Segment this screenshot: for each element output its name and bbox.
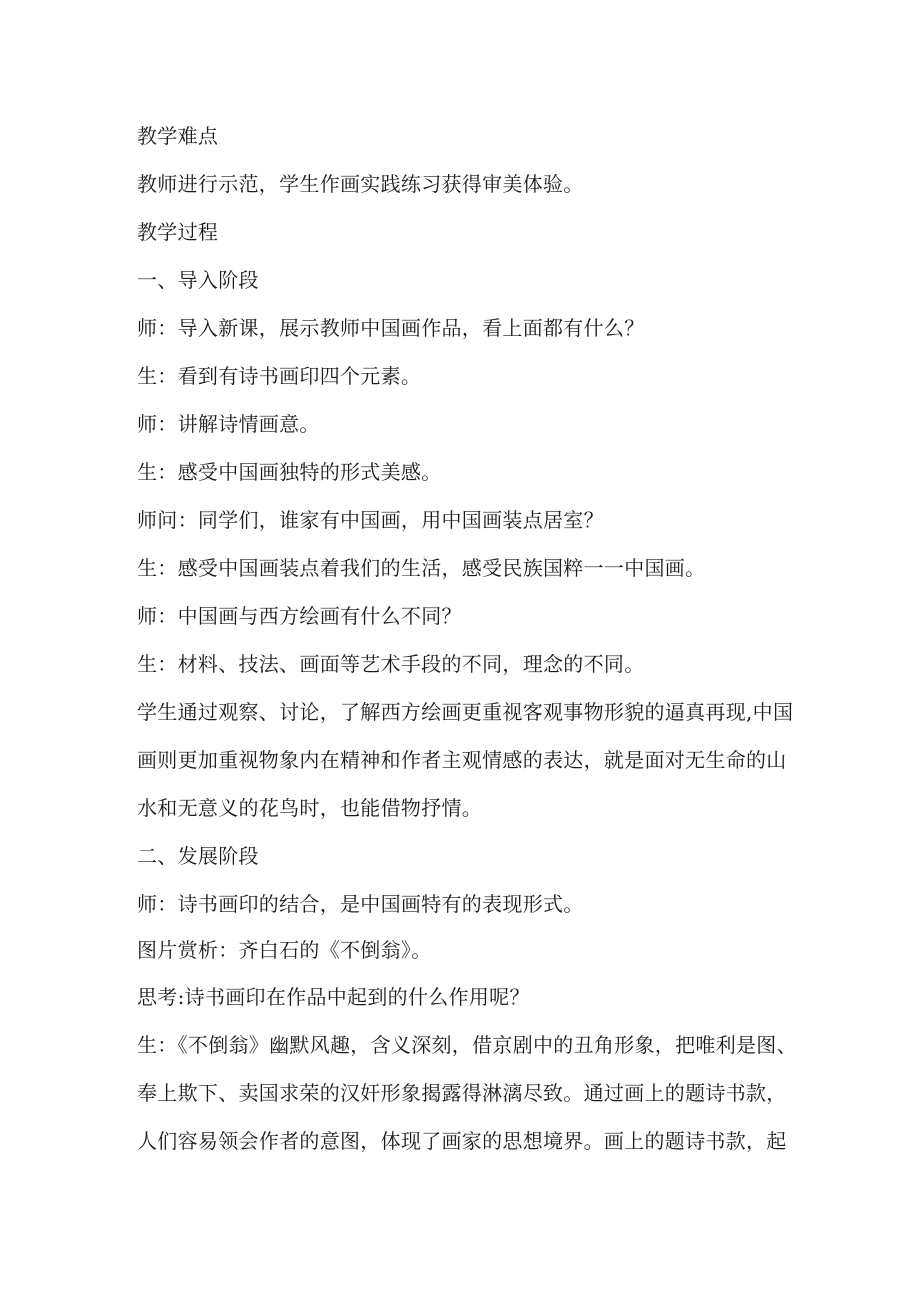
paragraph-line: 师：导入新课，展示教师中国画作品，看上面都有什么？ [137,316,645,340]
paragraph-line: 思考:诗书画印在作品中起到的什么作用呢？ [137,985,530,1009]
paragraph-line: 生：材料、技法、画面等艺术手段的不同，理念的不同。 [137,652,645,676]
paragraph-line: 师：诗书画印的结合，是中国画特有的表现形式。 [137,892,584,916]
paragraph-line: 生：感受中国画装点着我们的生活，感受民族国粹一一中国画。 [137,556,706,580]
paragraph-line: 图片赏析：齐白石的《不倒翁》。 [137,938,432,962]
paragraph-line: 奉上欺下、卖国求荣的汉奸形象揭露得淋漓尽致。通过画上的题诗书款， [137,1081,787,1105]
paragraph-line: 师问：同学们，谁家有中国画，用中国画装点居室？ [137,508,604,532]
paragraph-line: 生：《不倒翁》幽默风趣，含义深刻，借京剧中的丑角形象，把唯利是图、 [137,1033,797,1057]
paragraph-line: 师：中国画与西方绘画有什么不同？ [137,604,462,628]
heading-teaching-process: 教学过程 [137,220,219,244]
document-body [137,112,797,1165]
paragraph-line: 人们容易领会作者的意图，体现了画家的思想境界。画上的题诗书款，起 [137,1129,787,1153]
paragraph-line: 生：看到有诗书画印四个元素。 [137,364,422,388]
paragraph-line: 生：感受中国画独特的形式美感。 [137,460,442,484]
paragraph-line: 水和无意义的花鸟时，也能借物抒情。 [137,796,483,820]
paragraph-line: 学生通过观察、讨论，了解西方绘画更重视客观事物形貌的逼真再现,中国 [137,700,794,724]
heading-development-stage: 二、发展阶段 [137,844,259,868]
paragraph-line: 画则更加重视物象内在精神和作者主观情感的表达，就是面对无生命的山 [137,748,787,772]
paragraph-line: 教师进行示范，学生作画实践练习获得审美体验。 [137,172,584,196]
heading-intro-stage: 一、导入阶段 [137,268,259,292]
heading-teaching-difficulty: 教学难点 [137,124,219,148]
paragraph-line: 师：讲解诗情画意。 [137,412,320,436]
